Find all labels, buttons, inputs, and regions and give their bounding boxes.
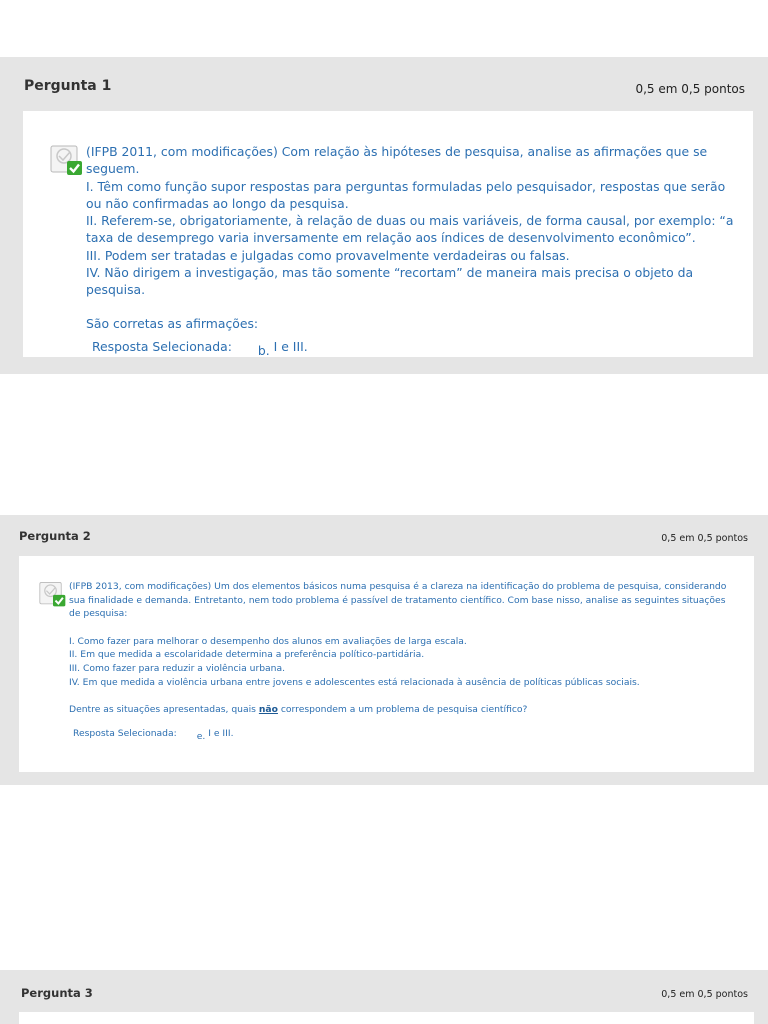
question-score: 0,5 em 0,5 pontos — [635, 82, 745, 96]
assertion-item: III. Podem ser tratadas e julgadas como provavelmente verdadeiras ou falsas. — [86, 247, 570, 263]
assertion-item: IV. Não dirigem a investigação, mas tão somente “recortam” de maneira mais precisa o objeto da pesquisa. — [86, 265, 694, 298]
question-statement: (IFPB 2011, com modificações) Com relação às hipóteses de pesquisa, analise as afirmações que se seguem. — [86, 144, 708, 177]
selected-answer-text: I e III. — [208, 727, 234, 739]
situation-item: I. Como fazer para melhorar o desempenho dos alunos em avaliações de larga escala. — [69, 635, 467, 647]
question-title: Pergunta 1 — [24, 78, 112, 94]
question-statement: (IFPB 2013, com modificações) Um dos elementos básicos numa pesquisa é a clareza na identificação do problema de pesquisa, considerando sua finalidade e demanda. Entretanto, nem todo problema é passível de tratamento científico. Com base nisso, analise as seguintes situações de pesquisa: — [69, 581, 727, 620]
selected-answer-letter: b. — [257, 343, 270, 359]
question-score: 0,5 em 0,5 pontos — [661, 533, 748, 544]
question-block-1 — [0, 57, 768, 374]
prompt-text: correspondem a um problema de pesquisa científico? — [277, 704, 528, 716]
selected-answer-row — [69, 727, 739, 741]
selected-answer-letter: e. — [196, 730, 206, 742]
situation-item: II. Em que medida a escolaridade determina a preferência político-partidária. — [69, 649, 425, 661]
question-title: Pergunta 3 — [21, 986, 93, 1000]
question-score: 0,5 em 0,5 pontos — [661, 989, 748, 1000]
question-block-2 — [0, 515, 768, 785]
question-card — [23, 111, 753, 357]
question-prompt — [69, 703, 739, 717]
prompt-emphasis: não — [258, 704, 278, 716]
situation-item: IV. Em que medida a violência urbana entre jovens e adolescentes está relacionada à ausência de políticas públicas sociais. — [69, 676, 640, 688]
question-text — [69, 580, 739, 740]
selected-answer-row — [86, 338, 736, 359]
selected-answer-label: Resposta Selecionada: — [92, 338, 232, 354]
question-prompt: São corretas as afirmações: — [86, 315, 259, 331]
question-card — [19, 556, 754, 772]
prompt-text: Dentre as situações apresentadas, quais — [69, 704, 259, 716]
selected-answer-text: I e III. — [273, 338, 308, 354]
question-card — [19, 1012, 754, 1024]
question-block-3 — [0, 970, 768, 1024]
selected-answer-label: Resposta Selecionada: — [73, 727, 177, 739]
question-title: Pergunta 2 — [19, 529, 91, 543]
assertion-item: II. Referem-se, obrigatoriamente, à relação de duas ou mais variáveis, de forma causal, por exemplo: “a taxa de desemprego varia inversamente em relação aos índices de desenvolvimento econômico”. — [86, 213, 734, 246]
situation-item: III. Como fazer para reduzir a violência urbana. — [69, 662, 286, 674]
assertion-item: I. Têm como função supor respostas para perguntas formuladas pelo pesquisador, respostas que serão ou não confirmadas ao longo da pesquisa. — [86, 178, 726, 211]
correct-answer-icon — [39, 580, 67, 608]
question-text — [86, 143, 736, 359]
correct-answer-icon — [50, 143, 84, 177]
